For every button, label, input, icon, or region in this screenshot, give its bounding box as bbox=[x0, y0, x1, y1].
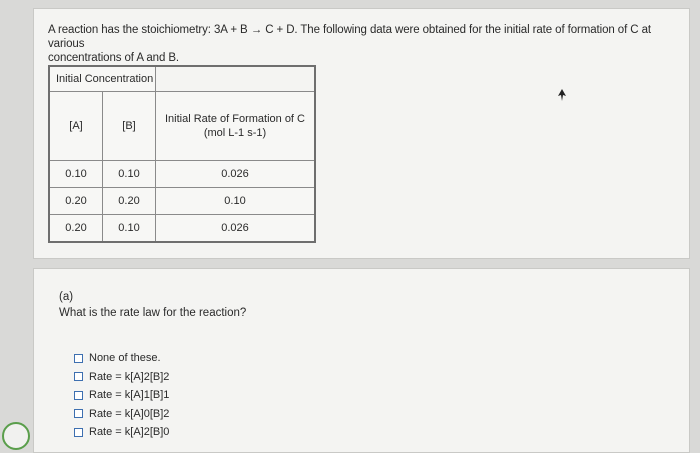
rate-column-header bbox=[156, 92, 316, 161]
question-prompt bbox=[48, 23, 683, 65]
initial-concentration-header: Initial Concentration bbox=[49, 66, 156, 92]
cell-b: 0.10 bbox=[103, 215, 156, 243]
answer-options bbox=[74, 349, 169, 442]
cell-rate: 0.10 bbox=[156, 188, 316, 215]
part-a-question: What is the rate law for the reaction? bbox=[59, 307, 247, 319]
mouse-pointer-icon bbox=[557, 89, 567, 101]
cell-rate: 0.026 bbox=[156, 161, 316, 188]
rate-header-unit: (mol L-1 s-1) bbox=[203, 127, 267, 139]
option-a0-b2[interactable] bbox=[74, 405, 169, 424]
option-a1-b1[interactable] bbox=[74, 386, 169, 405]
cell-a: 0.10 bbox=[49, 161, 103, 188]
table-row bbox=[49, 188, 315, 215]
option-none[interactable] bbox=[74, 349, 169, 368]
cell-b: 0.20 bbox=[103, 188, 156, 215]
table-row bbox=[49, 161, 315, 188]
column-b-header: [B] bbox=[103, 92, 156, 161]
option-a2-b2[interactable] bbox=[74, 368, 169, 387]
part-a-card bbox=[33, 268, 690, 453]
column-a-header: [A] bbox=[49, 92, 103, 161]
prompt-line-1: A reaction has the stoichiometry: 3A + B → C + D. The following data were obtained for the initial rate of formation of C at various bbox=[48, 24, 651, 50]
cell-b: 0.10 bbox=[103, 161, 156, 188]
table-row bbox=[49, 215, 315, 243]
cell-a: 0.20 bbox=[49, 188, 103, 215]
browser-extension-icon[interactable] bbox=[2, 422, 30, 450]
checkbox[interactable] bbox=[74, 372, 83, 381]
option-label: Rate = k[A]2[B]2 bbox=[89, 370, 170, 383]
prompt-line-2: concentrations of A and B. bbox=[48, 52, 180, 64]
part-a-label: (a) bbox=[59, 291, 74, 303]
checkbox[interactable] bbox=[74, 391, 83, 400]
checkbox[interactable] bbox=[74, 409, 83, 418]
option-label: None of these. bbox=[89, 352, 161, 365]
option-a2-b0[interactable] bbox=[74, 423, 169, 442]
option-label: Rate = k[A]0[B]2 bbox=[89, 407, 170, 420]
question-card bbox=[33, 8, 690, 259]
option-label: Rate = k[A]2[B]0 bbox=[89, 426, 170, 439]
cell-rate: 0.026 bbox=[156, 215, 316, 243]
checkbox[interactable] bbox=[74, 428, 83, 437]
rate-header-title: Initial Rate of Formation of C bbox=[164, 113, 305, 125]
rate-data-table bbox=[48, 65, 316, 243]
cell-a: 0.20 bbox=[49, 215, 103, 243]
option-label: Rate = k[A]1[B]1 bbox=[89, 389, 170, 402]
checkbox[interactable] bbox=[74, 354, 83, 363]
